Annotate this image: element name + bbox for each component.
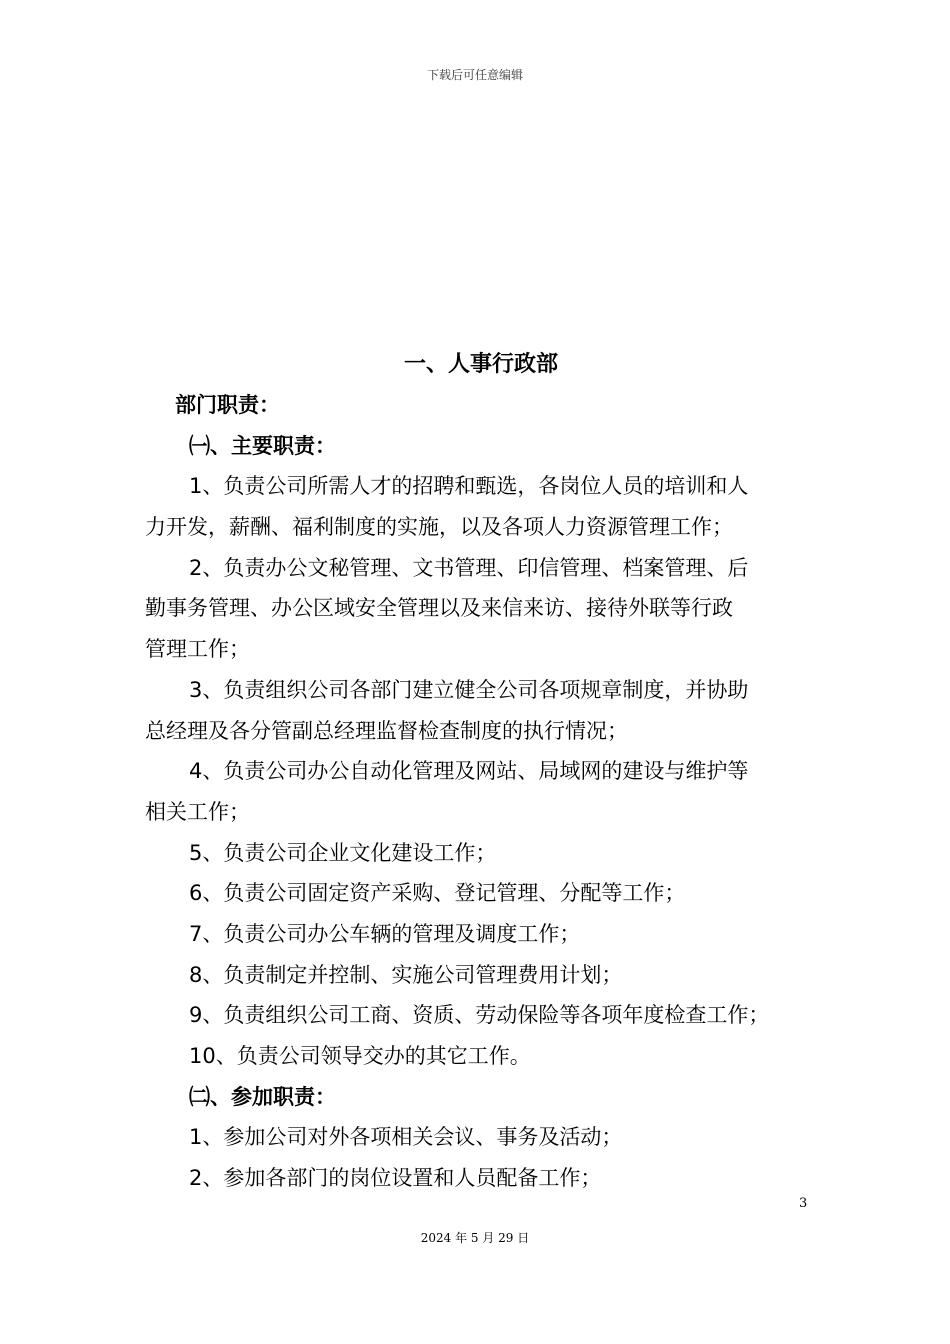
duty-line: 总经理及各分管副总经理监督检查制度的执行情况； <box>145 718 628 743</box>
footer-date: 2024 年 5 月 29 日 <box>420 1231 530 1245</box>
duty-line: 5、负责公司企业文化建设工作； <box>189 840 497 865</box>
duty-line: 相关工作； <box>145 799 250 824</box>
main-duties-heading: ㈠、主要职责： <box>189 433 336 458</box>
duty-line: 8、负责制定并控制、实施公司管理费用计划； <box>189 962 623 987</box>
header-note: 下载后可任意编辑 <box>426 68 523 82</box>
document-body <box>145 345 815 1199</box>
duty-line: 勤事务管理、办公区域安全管理以及来信来访、接待外联等行政 <box>145 596 733 621</box>
duty-line: 力开发，薪酬、福利制度的实施，以及各项人力资源管理工作； <box>145 515 733 540</box>
duty-line: 4、负责公司办公自动化管理及网站、局域网的建设与维护等 <box>189 759 749 784</box>
duty-line: 6、负责公司固定资产采购、登记管理、分配等工作； <box>189 881 686 906</box>
participate-line: 2、参加各部门的岗位设置和人员配备工作； <box>189 1166 602 1191</box>
duty-line: 10、负责公司领导交办的其它工作。 <box>189 1044 531 1068</box>
duty-line: 2、负责办公文秘管理、文书管理、印信管理、档案管理、后 <box>189 555 749 580</box>
page-number: 3 <box>799 1196 808 1211</box>
duty-line: 3、负责组织公司各部门建立健全公司各项规章制度，并协助 <box>189 677 749 702</box>
participate-duties-heading: ㈡、参加职责： <box>189 1084 336 1109</box>
participate-line: 1、参加公司对外各项相关会议、事务及活动； <box>189 1125 623 1150</box>
section-title: 一、人事行政部 <box>403 352 558 377</box>
duty-line: 1、负责公司所需人才的招聘和甄选，各岗位人员的培训和人 <box>189 474 749 499</box>
duty-line: 管理工作； <box>145 637 250 662</box>
duty-line: 7、负责公司办公车辆的管理及调度工作； <box>189 921 581 946</box>
duty-line: 9、负责组织公司工商、资质、劳动保险等各项年度检查工作； <box>189 1003 770 1028</box>
dept-duties-heading: 部门职责： <box>175 393 280 417</box>
